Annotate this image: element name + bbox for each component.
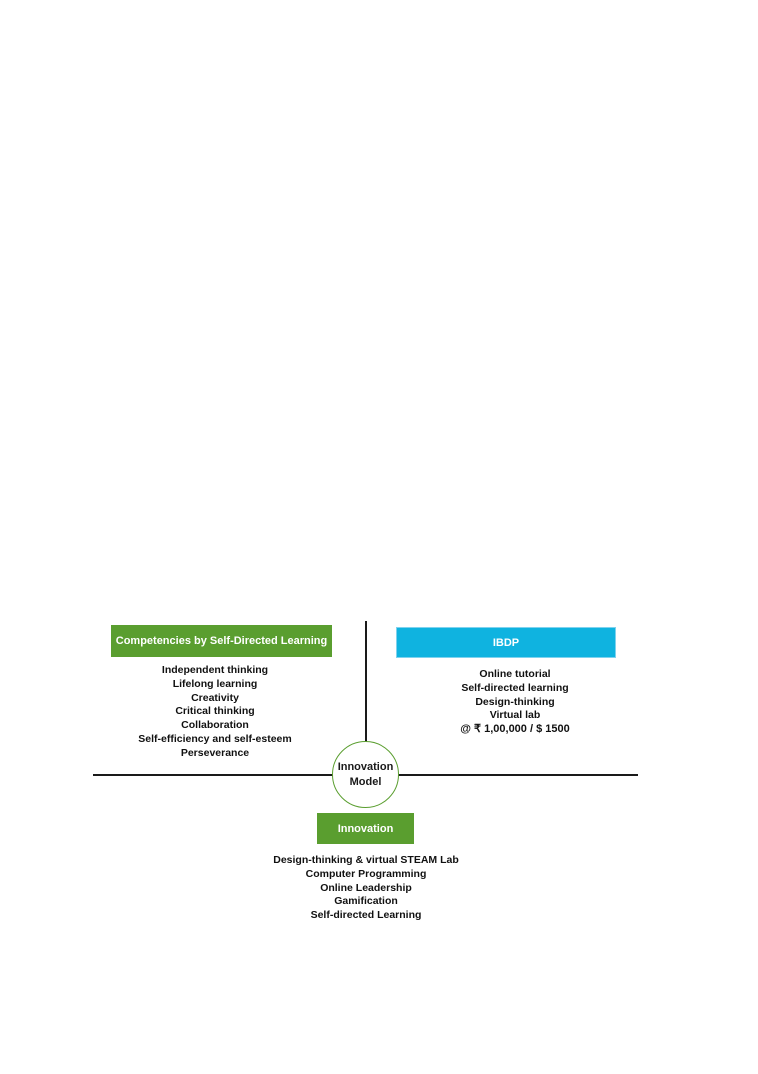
list-item: Lifelong learning [172,677,258,690]
list-item: Self-efficiency and self-esteem [138,732,292,745]
competencies-header-box: Competencies by Self-Directed Learning [111,625,332,657]
innovation-model-center-circle [332,741,399,808]
horizontal-axis-left [93,774,335,776]
ibdp-list [420,668,610,737]
list-item: Design-thinking [475,695,555,708]
list-item: Virtual lab [489,709,541,722]
list-item: Creativity [191,691,239,704]
ibdp-price: @ ₹ 1,00,000 / $ 1500 [460,723,570,736]
list-item: Perseverance [180,746,250,759]
list-item: Online tutorial [479,668,551,680]
center-label-line1: Innovation [337,760,394,773]
list-item: Design-thinking & virtual STEAM Lab [273,854,459,866]
innovation-header-box: Innovation [317,813,414,844]
list-item: Independent thinking [161,664,269,676]
list-item: Online Leadership [320,881,412,894]
competencies-list [120,664,310,761]
ibdp-header-box: IBDP [396,627,616,658]
vertical-axis-top [365,621,367,742]
list-item: Critical thinking [175,705,255,718]
horizontal-axis-right [398,774,638,776]
center-label-line2: Model [349,775,382,788]
list-item: Computer Programming [305,867,427,880]
list-item: Self-directed learning [461,681,569,694]
list-item: Collaboration [181,719,249,732]
list-item: Gamification [334,895,398,908]
list-item: Self-directed Learning [310,909,422,922]
center-label [334,760,398,790]
innovation-list [256,854,476,923]
